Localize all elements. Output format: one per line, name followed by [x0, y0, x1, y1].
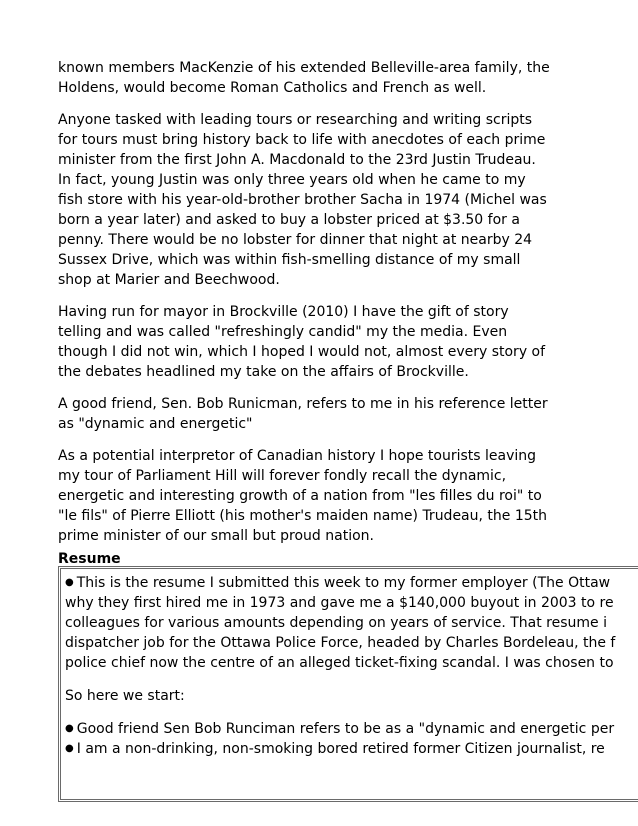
text-line: known members MacKenzie of his extended Belleville-area family, the [58, 60, 550, 76]
text-line: for tours must bring history back to life with anecdotes of each prime [58, 132, 546, 148]
text-line: Anyone tasked with leading tours or researching and writing scripts [58, 112, 533, 128]
text-line: born a year later) and asked to buy a lobster priced at $3.50 for a [58, 212, 520, 228]
text-line: dispatcher job for the Ottawa Police Force, headed by Charles Bordeleau, the f [65, 635, 616, 651]
paragraph-interpretor [58, 446, 638, 546]
text-line: shop at Marier and Beechwood. [58, 272, 280, 288]
text-line: minister from the first John A. Macdonald to the 23rd Justin Trudeau. [58, 152, 536, 168]
text-line: A good friend, Sen. Bob Runicman, refers to me in his reference letter [58, 396, 548, 412]
resume-box [58, 566, 638, 802]
text-line: fish store with his year-old-brother brother Sacha in 1974 (Michel was [58, 192, 547, 208]
text-line: As a potential interpretor of Canadian history I hope tourists leaving [58, 448, 537, 464]
resume-intro: So here we start: [65, 688, 185, 704]
list-item [65, 739, 638, 759]
document-body [58, 58, 638, 575]
bullet-icon: ● [65, 577, 74, 588]
text-line: Sussex Drive, which was within fish-smelling distance of my small [58, 252, 521, 268]
text-line: my tour of Parliament Hill will forever fondly recall the dynamic, [58, 468, 507, 484]
resume-heading: Resume [58, 551, 121, 567]
text-line: as "dynamic and energetic" [58, 416, 253, 432]
text-line: This is the resume I submitted this week to my former employer (The Ottaw [76, 575, 611, 591]
text-line: Holdens, would become Roman Catholics and French as well. [58, 80, 487, 96]
paragraph-tours [58, 110, 638, 290]
paragraph-family [58, 58, 638, 98]
text-line: I am a non-drinking, non-smoking bored retired former Citizen journalist, re [76, 741, 605, 757]
text-line: telling and was called "refreshingly candid" my the media. Even [58, 324, 508, 340]
text-line: energetic and interesting growth of a nation from "les filles du roi" to [58, 488, 542, 504]
text-line: colleagues for various amounts depending on years of service. That resume i [65, 615, 607, 631]
text-line: In fact, young Justin was only three years old when he came to my [58, 172, 526, 188]
text-line: Having run for mayor in Brockville (2010) I have the gift of story [58, 304, 509, 320]
bullet-icon: ● [65, 723, 74, 734]
text-line: though I did not win, which I hoped I would not, almost every story of [58, 344, 546, 360]
text-line: penny. There would be no lobster for dinner that night at nearby 24 [58, 232, 533, 248]
text-line: why they first hired me in 1973 and gave me a $140,000 buyout in 2003 to re [65, 595, 614, 611]
text-line: the debates headlined my take on the affairs of Brockville. [58, 364, 469, 380]
list-item [65, 719, 638, 739]
text-line: prime minister of our small but proud nation. [58, 528, 374, 544]
text-line: police chief now the centre of an alleged ticket-fixing scandal. I was chosen to [65, 655, 614, 671]
list-item [65, 573, 638, 593]
text-line: "le fils" of Pierre Elliott (his mother's maiden name) Trudeau, the 15th [58, 508, 548, 524]
text-line: Good friend Sen Bob Runciman refers to be as a "dynamic and energetic per [76, 721, 615, 737]
paragraph-friend [58, 394, 638, 434]
bullet-icon: ● [65, 743, 74, 754]
paragraph-mayor [58, 302, 638, 382]
